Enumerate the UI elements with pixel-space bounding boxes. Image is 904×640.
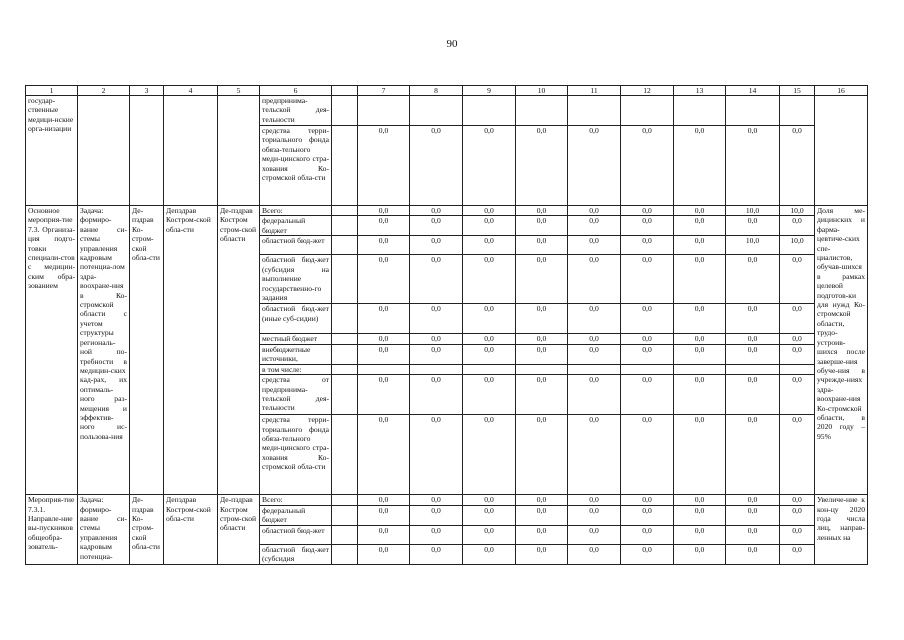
header-cell: 6 xyxy=(260,86,332,96)
value-cell: 0,0 xyxy=(410,344,463,364)
spacer-cell xyxy=(332,544,358,564)
value-cell: 0,0 xyxy=(410,334,463,344)
value-cell: 0,0 xyxy=(463,334,516,344)
participant-cell xyxy=(218,96,260,206)
value-cell xyxy=(621,96,674,126)
value-cell: 0,0 xyxy=(463,375,516,415)
value-cell: 0,0 xyxy=(621,544,674,564)
value-cell: 0,0 xyxy=(358,505,410,525)
value-cell: 0,0 xyxy=(358,525,410,544)
measure-name-cell: Основное мероприя-тие 7.3. Организа-ция подго-товки специали-стов с медицин-ским обра-зованием xyxy=(26,206,78,495)
executor-cell xyxy=(164,96,218,206)
value-cell xyxy=(516,364,568,374)
value-cell: 0,0 xyxy=(358,255,410,304)
value-cell: 0,0 xyxy=(674,505,726,525)
value-cell: 0,0 xyxy=(780,334,815,344)
value-cell: 0,0 xyxy=(780,505,815,525)
participant-cell: Де-пздрав Костром стром-ской области xyxy=(218,495,260,564)
value-cell: 0,0 xyxy=(568,525,621,544)
spacer-cell xyxy=(332,126,358,206)
value-cell: 0,0 xyxy=(726,126,780,206)
value-cell: 0,0 xyxy=(674,415,726,495)
header-cell: 10 xyxy=(516,86,568,96)
value-cell: 0,0 xyxy=(463,505,516,525)
value-cell xyxy=(621,364,674,374)
value-cell: 0,0 xyxy=(358,126,410,206)
value-cell: 0,0 xyxy=(410,236,463,255)
value-cell: 0,0 xyxy=(780,495,815,505)
value-cell: 0,0 xyxy=(726,304,780,334)
funding-source-cell: областной бюд-жет (субсидия на выполнение государственно-го задания xyxy=(260,255,332,304)
header-row xyxy=(26,86,868,96)
value-cell: 0,0 xyxy=(410,375,463,415)
value-cell: 0,0 xyxy=(516,255,568,304)
value-cell: 0,0 xyxy=(410,126,463,206)
value-cell: 0,0 xyxy=(410,544,463,564)
header-cell: 14 xyxy=(726,86,780,96)
value-cell: 0,0 xyxy=(674,304,726,334)
value-cell: 0,0 xyxy=(463,415,516,495)
value-cell: 0,0 xyxy=(358,236,410,255)
value-cell: 0,0 xyxy=(726,344,780,364)
value-cell: 0,0 xyxy=(358,375,410,415)
executor-cell: Депздрав Костром-ской обла-сти xyxy=(164,495,218,564)
program-table xyxy=(25,85,868,565)
value-cell: 0,0 xyxy=(410,304,463,334)
value-cell: 0,0 xyxy=(463,255,516,304)
value-cell xyxy=(726,364,780,374)
spacer-cell xyxy=(332,334,358,344)
value-cell: 0,0 xyxy=(780,525,815,544)
value-cell: 0,0 xyxy=(726,525,780,544)
task-cell: Задача: формиро-вание си-стемы управления кадровым потенциа- xyxy=(78,495,130,564)
table-row xyxy=(26,96,868,126)
value-cell: 0,0 xyxy=(568,505,621,525)
value-cell: 0,0 xyxy=(410,255,463,304)
value-cell: 0,0 xyxy=(463,544,516,564)
value-cell xyxy=(568,96,621,126)
value-cell: 0,0 xyxy=(568,236,621,255)
value-cell: 0,0 xyxy=(621,344,674,364)
funding-source-cell: областной бюд-жет (субсидия xyxy=(260,544,332,564)
value-cell xyxy=(516,96,568,126)
value-cell: 0,0 xyxy=(674,525,726,544)
value-cell: 0,0 xyxy=(621,216,674,236)
value-cell: 0,0 xyxy=(674,216,726,236)
header-cell: 3 xyxy=(130,86,164,96)
value-cell: 0,0 xyxy=(621,495,674,505)
funding-source-cell: средства терри-ториального фонда обяза-тельного меди-цинского стра-хования Ко-стромской обла-сти xyxy=(260,415,332,495)
value-cell: 0,0 xyxy=(568,415,621,495)
value-cell: 0,0 xyxy=(674,495,726,505)
value-cell xyxy=(568,364,621,374)
value-cell: 0,0 xyxy=(726,375,780,415)
value-cell: 0,0 xyxy=(358,304,410,334)
value-cell xyxy=(674,364,726,374)
spacer-cell xyxy=(332,364,358,374)
header-cell xyxy=(332,86,358,96)
value-cell: 0,0 xyxy=(621,255,674,304)
value-cell: 0,0 xyxy=(516,344,568,364)
header-cell: 2 xyxy=(78,86,130,96)
header-cell: 13 xyxy=(674,86,726,96)
coordinator-cell xyxy=(130,96,164,206)
funding-source-cell: федеральный бюджет xyxy=(260,216,332,236)
value-cell: 0,0 xyxy=(568,344,621,364)
value-cell: 0,0 xyxy=(463,126,516,206)
value-cell: 0,0 xyxy=(780,255,815,304)
value-cell: 10,0 xyxy=(780,206,815,216)
value-cell: 0,0 xyxy=(780,344,815,364)
value-cell: 0,0 xyxy=(516,206,568,216)
spacer-cell xyxy=(332,206,358,216)
value-cell: 0,0 xyxy=(463,304,516,334)
funding-source-cell: областной бюд-жет xyxy=(260,525,332,544)
value-cell: 0,0 xyxy=(516,236,568,255)
page-number: 90 xyxy=(446,38,458,50)
value-cell: 0,0 xyxy=(516,525,568,544)
funding-source-cell: средства терри-ториального фонда обяза-тельного меди-цинского стра-хования Ко-стромской обла-сти xyxy=(260,126,332,206)
value-cell: 0,0 xyxy=(516,505,568,525)
value-cell: 0,0 xyxy=(726,216,780,236)
spacer-cell xyxy=(332,525,358,544)
task-cell xyxy=(78,96,130,206)
value-cell: 0,0 xyxy=(410,206,463,216)
spacer-cell xyxy=(332,236,358,255)
executor-cell: Депздрав Костром-ской обла-сти xyxy=(164,206,218,495)
participant-cell: Де-пздрав Костром стром-ской области xyxy=(218,206,260,495)
value-cell: 0,0 xyxy=(463,495,516,505)
value-cell xyxy=(410,96,463,126)
value-cell: 0,0 xyxy=(568,375,621,415)
value-cell: 0,0 xyxy=(463,216,516,236)
value-cell: 0,0 xyxy=(568,304,621,334)
funding-source-cell: федеральный бюджет xyxy=(260,505,332,525)
value-cell: 0,0 xyxy=(674,375,726,415)
value-cell: 0,0 xyxy=(358,206,410,216)
spacer-cell xyxy=(332,304,358,334)
value-cell: 0,0 xyxy=(516,216,568,236)
value-cell: 0,0 xyxy=(621,206,674,216)
value-cell xyxy=(410,364,463,374)
value-cell: 0,0 xyxy=(410,216,463,236)
value-cell: 0,0 xyxy=(621,415,674,495)
value-cell: 0,0 xyxy=(358,216,410,236)
spacer-cell xyxy=(332,415,358,495)
value-cell: 0,0 xyxy=(621,236,674,255)
value-cell: 0,0 xyxy=(674,126,726,206)
value-cell: 0,0 xyxy=(726,495,780,505)
value-cell: 0,0 xyxy=(358,544,410,564)
funding-source-cell: областной бюд-жет (иные суб-сидии) xyxy=(260,304,332,334)
value-cell: 0,0 xyxy=(568,206,621,216)
value-cell: 0,0 xyxy=(621,375,674,415)
spacer-cell xyxy=(332,495,358,505)
value-cell: 0,0 xyxy=(358,344,410,364)
value-cell: 0,0 xyxy=(516,375,568,415)
indicator-cell: Доля ме-дицинских и фарма-цевтиче-ских спе-циалистов, обучав-шихся в рамках целевой подготов-ки для нужд Ко-стромской области, трудо-устроив-шихся после заверше-ния обуче-ния в учрежде-ниях здра-воохране-ния Ко-стромской области, в 2020 году – 95% xyxy=(815,206,868,495)
value-cell xyxy=(463,96,516,126)
value-cell: 0,0 xyxy=(568,495,621,505)
value-cell: 0,0 xyxy=(674,334,726,344)
spacer-cell xyxy=(332,344,358,364)
table-row xyxy=(26,495,868,505)
value-cell: 0,0 xyxy=(726,505,780,525)
header-cell: 7 xyxy=(358,86,410,96)
header-cell: 8 xyxy=(410,86,463,96)
value-cell: 0,0 xyxy=(780,126,815,206)
funding-source-cell: Всего: xyxy=(260,495,332,505)
value-cell: 0,0 xyxy=(621,334,674,344)
value-cell: 0,0 xyxy=(780,375,815,415)
value-cell: 10,0 xyxy=(726,236,780,255)
value-cell: 0,0 xyxy=(410,505,463,525)
spacer-cell xyxy=(332,216,358,236)
value-cell: 0,0 xyxy=(726,334,780,344)
spacer-cell xyxy=(332,96,358,126)
value-cell: 0,0 xyxy=(410,495,463,505)
header-cell: 4 xyxy=(164,86,218,96)
spacer-cell xyxy=(332,255,358,304)
funding-source-cell: Всего: xyxy=(260,206,332,216)
value-cell: 0,0 xyxy=(780,304,815,334)
task-cell: Задача: формиро-вание си-стемы управления кадровым потенциа-лом здра-воохране-ния в Ко-стромской области с учетом структуры региональ-ной по-требности в медицин-ских кад-рах, их оптималь-ного раз-мещения и эффектив-ного ис-пользова-ния xyxy=(78,206,130,495)
value-cell: 0,0 xyxy=(358,334,410,344)
value-cell: 0,0 xyxy=(674,344,726,364)
value-cell: 0,0 xyxy=(780,415,815,495)
value-cell: 0,0 xyxy=(410,415,463,495)
funding-source-cell: в том числе: xyxy=(260,364,332,374)
header-cell: 16 xyxy=(815,86,868,96)
value-cell xyxy=(358,364,410,374)
value-cell: 0,0 xyxy=(780,216,815,236)
value-cell: 10,0 xyxy=(726,206,780,216)
value-cell: 0,0 xyxy=(516,415,568,495)
value-cell: 0,0 xyxy=(674,255,726,304)
value-cell: 0,0 xyxy=(516,544,568,564)
value-cell: 0,0 xyxy=(463,344,516,364)
value-cell: 0,0 xyxy=(516,126,568,206)
value-cell: 0,0 xyxy=(463,525,516,544)
funding-source-cell: средства от предпринима-тельской дея-тельности xyxy=(260,375,332,415)
indicator-cell xyxy=(815,96,868,206)
header-cell: 15 xyxy=(780,86,815,96)
header-cell: 12 xyxy=(621,86,674,96)
value-cell: 0,0 xyxy=(674,544,726,564)
value-cell xyxy=(780,364,815,374)
value-cell xyxy=(358,96,410,126)
header-cell: 9 xyxy=(463,86,516,96)
value-cell: 0,0 xyxy=(621,304,674,334)
value-cell: 0,0 xyxy=(568,126,621,206)
value-cell: 0,0 xyxy=(726,544,780,564)
table-row xyxy=(26,206,868,216)
value-cell xyxy=(780,96,815,126)
value-cell: 0,0 xyxy=(463,236,516,255)
header-cell: 1 xyxy=(26,86,78,96)
coordinator-cell: Де-пздрав Ко-стром-ской обла-сти xyxy=(130,495,164,564)
coordinator-cell: Де-пздрав Ко-стром-ской обла-сти xyxy=(130,206,164,495)
indicator-cell: Увеличе-ние к кон-цу 2020 года числа лиц, направ-ленных на xyxy=(815,495,868,564)
value-cell xyxy=(463,364,516,374)
value-cell: 0,0 xyxy=(358,415,410,495)
value-cell: 0,0 xyxy=(674,206,726,216)
funding-source-cell: внебюджетные источники, xyxy=(260,344,332,364)
spacer-cell xyxy=(332,505,358,525)
value-cell: 0,0 xyxy=(463,206,516,216)
header-cell: 5 xyxy=(218,86,260,96)
measure-name-cell: государ-ственные медици-нские орга-низации xyxy=(26,96,78,206)
value-cell: 0,0 xyxy=(568,216,621,236)
funding-source-cell: предпринима-тельской дея-тельности xyxy=(260,96,332,126)
value-cell: 0,0 xyxy=(780,544,815,564)
value-cell: 0,0 xyxy=(726,415,780,495)
value-cell: 0,0 xyxy=(568,544,621,564)
value-cell: 0,0 xyxy=(621,525,674,544)
spacer-cell xyxy=(332,375,358,415)
value-cell: 0,0 xyxy=(568,334,621,344)
funding-source-cell: местный бюджет xyxy=(260,334,332,344)
value-cell: 0,0 xyxy=(516,495,568,505)
value-cell: 0,0 xyxy=(516,304,568,334)
measure-name-cell: Мероприя-тие 7.3.1. Направле-ние вы-пускников общеобра-зователь- xyxy=(26,495,78,564)
header-cell: 11 xyxy=(568,86,621,96)
value-cell: 0,0 xyxy=(516,334,568,344)
value-cell: 0,0 xyxy=(568,255,621,304)
value-cell xyxy=(726,96,780,126)
value-cell: 0,0 xyxy=(726,255,780,304)
value-cell xyxy=(674,96,726,126)
value-cell: 0,0 xyxy=(410,525,463,544)
funding-source-cell: областной бюд-жет xyxy=(260,236,332,255)
value-cell: 0,0 xyxy=(621,126,674,206)
value-cell: 0,0 xyxy=(674,236,726,255)
value-cell: 10,0 xyxy=(780,236,815,255)
value-cell: 0,0 xyxy=(621,505,674,525)
value-cell: 0,0 xyxy=(358,495,410,505)
